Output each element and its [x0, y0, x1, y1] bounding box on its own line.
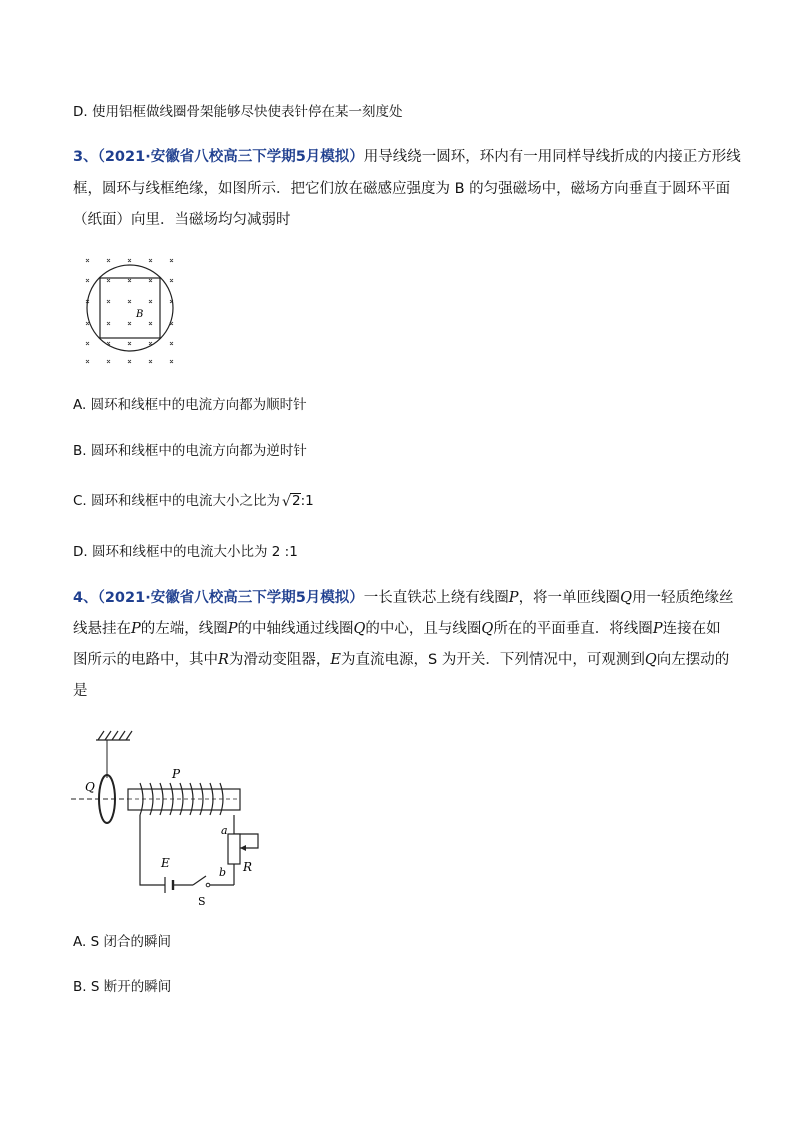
label-e: E — [161, 856, 170, 870]
q4-text: 为滑动变阻器， — [228, 652, 331, 668]
q4-text: 连接在如 — [662, 621, 721, 637]
sqrt-radicand: 2 — [292, 493, 301, 509]
label-b: b — [219, 866, 227, 879]
q3-option-a: A. 圆环和线框中的电流方向都为顺时针 — [73, 397, 307, 413]
q4-text: 线悬挂在 — [73, 621, 131, 637]
q4-text: 为直流电源，S 为开关．下列情况中，可观测到 — [341, 652, 645, 668]
battery-e — [165, 877, 173, 893]
q4-text: 的中心，且与线圈 — [365, 621, 482, 637]
var-q: Q — [481, 621, 494, 637]
q3-option-c-text: C. 圆环和线框中的电流大小之比为 — [73, 493, 281, 509]
q4-circuit-figure — [68, 728, 278, 913]
q3-option-d: D. 圆环和线框中的电流大小比为 2 :1 — [73, 544, 298, 560]
label-s: S — [198, 895, 206, 908]
var-r: R — [218, 652, 229, 668]
q4-text: 向左摆动的 — [656, 652, 730, 668]
q3-option-c — [73, 493, 314, 509]
q4-stem-line-2 — [73, 620, 721, 638]
q4-stem-line-4: 是 — [73, 683, 88, 699]
label-r: R — [243, 860, 253, 874]
q2-option-d: D. 使用铝框做线圈骨架能够尽快使表针停在某一刻度处 — [73, 104, 403, 120]
label-a: a — [221, 824, 228, 837]
switch-s-contact — [206, 883, 210, 887]
q3-source-heading: 3、（2021·安徽省八校高三下学期5月模拟） — [73, 149, 364, 165]
q3-stem-line-3: （纸面）向里．当磁场均匀减弱时 — [73, 212, 291, 228]
q3-stem-text-1: 用导线绕一圆环，环内有一用同样导线折成的内接正方形线 — [363, 149, 741, 165]
var-p: P — [508, 590, 519, 606]
var-q: Q — [353, 621, 366, 637]
q3-stem-line-1 — [73, 148, 741, 166]
q4-text: 用一轻质绝缘丝 — [631, 590, 734, 606]
q3-option-c-ratio: :1 — [300, 493, 314, 509]
q3-stem-line-2: 框，圆环与线框绝缘，如图所示．把它们放在磁感应强度为 B 的匀强磁场中，磁场方向垂直于圆环平面 — [73, 181, 731, 197]
q4-text: 一长直铁芯上绕有线圈 — [363, 590, 509, 606]
var-q: Q — [644, 652, 657, 668]
var-p: P — [131, 621, 141, 637]
rheostat-r — [228, 834, 240, 864]
q4-option-b: B. S 断开的瞬间 — [73, 979, 172, 995]
slider-arrow — [240, 845, 246, 851]
square-frame — [100, 278, 160, 338]
q4-text: 的左端，线圈 — [140, 621, 228, 637]
var-p: P — [227, 621, 238, 637]
var-q: Q — [620, 590, 632, 606]
q4-text: 所在的平面垂直．将线圈 — [493, 621, 653, 637]
label-q: Q — [85, 780, 95, 794]
q4-text: ，将一单匝线圈 — [518, 590, 621, 606]
var-p: P — [652, 621, 663, 637]
q4-text: 的中轴线通过线圈 — [237, 621, 354, 637]
var-e: E — [330, 652, 342, 668]
label-p: P — [172, 767, 181, 781]
q4-stem-line-1 — [73, 589, 733, 607]
q4-source-heading: 4、（2021·安徽省八校高三下学期5月模拟） — [73, 590, 364, 606]
q3-magnetic-field-figure — [76, 250, 188, 370]
q4-option-a: A. S 闭合的瞬间 — [73, 934, 171, 950]
q4-text: 图所示的电路中，其中 — [73, 652, 218, 668]
ceiling-support — [96, 731, 132, 740]
q4-stem-line-3 — [73, 651, 729, 669]
q3-option-b: B. 圆环和线框中的电流方向都为逆时针 — [73, 443, 307, 459]
field-label-b: B — [136, 309, 144, 320]
sqrt-symbol: √ 2 — [282, 493, 301, 510]
